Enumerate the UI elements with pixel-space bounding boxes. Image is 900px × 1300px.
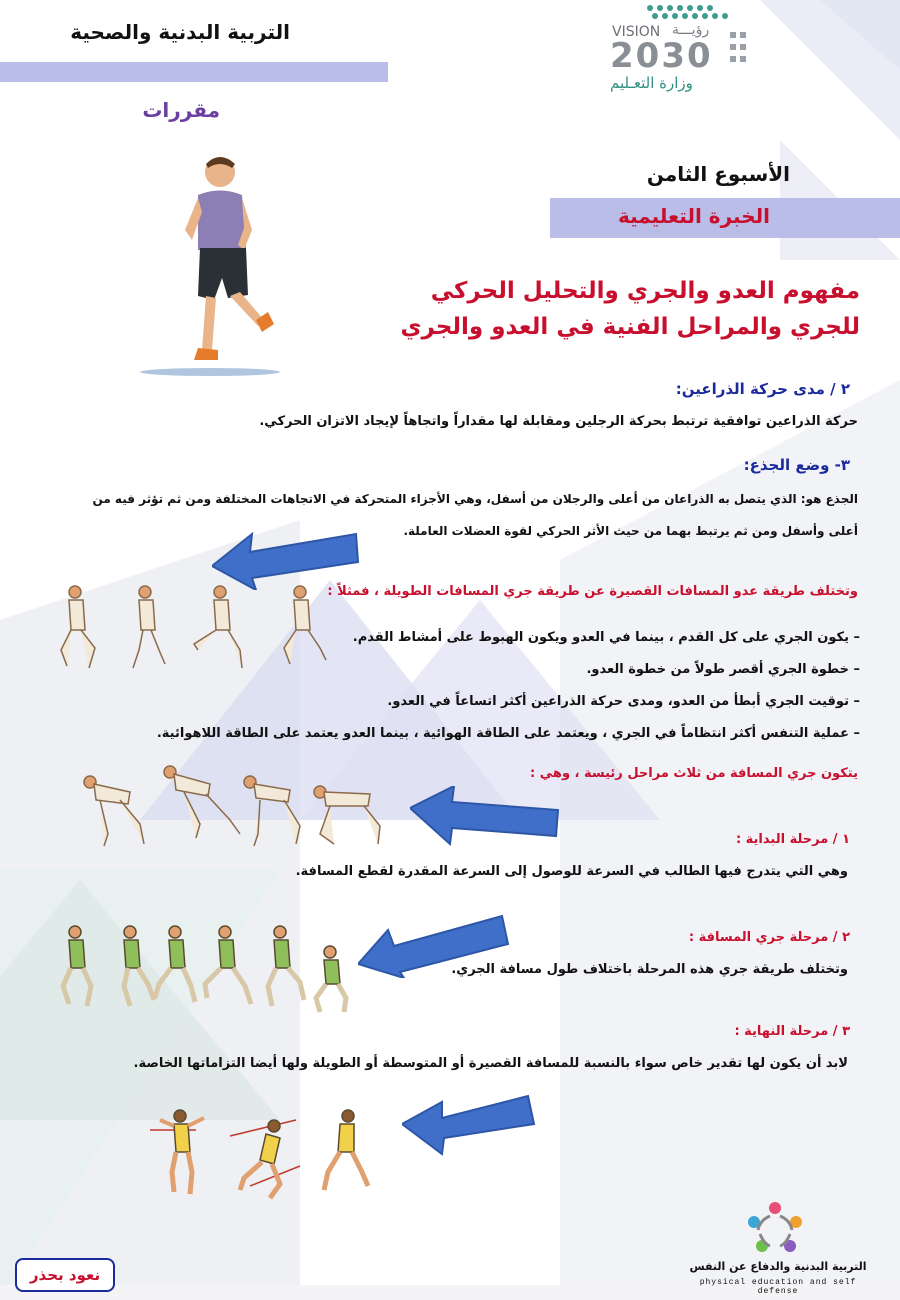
week-label: الأسبوع الثامن	[646, 162, 790, 186]
difference-item: – عملية التنفس أكثر انتظاماً في الجري ، ويعتمد على الطاقة الهوائية ، بينما العدو يعتمد على الطاقة اللاهوائية.	[156, 726, 860, 741]
difference-item: – خطوة الجري أقصر طولاً من خطوة العدو.	[586, 662, 860, 677]
pe-logo-icon	[740, 1200, 810, 1260]
vision-text: VISION	[612, 24, 661, 40]
distance-running-illustration	[45, 924, 355, 1014]
title-underline-bar	[0, 62, 388, 82]
experience-label: الخبرة التعليمية	[617, 204, 770, 228]
courses-label: مقررات	[142, 98, 220, 122]
section3-heading: ٣- وضع الجذع:	[743, 456, 850, 474]
running-sequence-illustration	[25, 584, 345, 674]
stage1-heading: ١ / مرحلة البداية :	[735, 832, 850, 847]
runner-illustration	[140, 150, 300, 380]
section2-body: حركة الذراعين توافقية ترتبط بحركة الرجلين ومقابلة لها مقداراً واتجاهاً لإيجاد الاتزان الحركي.	[259, 414, 858, 429]
lesson-title-line2: للجري والمراحل الفنية في العدو والجري	[400, 314, 860, 340]
stages-heading: يتكون جري المسافة من ثلاث مراحل رئيسة ، وهي :	[530, 766, 858, 781]
difference-item: – توقيت الجري أبطأ من العدو، ومدى حركة الذراعين أكثر اتساعاً في العدو.	[387, 694, 860, 709]
stage2-heading: ٢ / مرحلة جري المسافة :	[688, 930, 850, 945]
ministry-name: وزارة التعـليم	[610, 74, 693, 92]
ministry-logo	[600, 0, 760, 100]
stage3-body: لابد أن يكون لها تقدير خاص سواء بالنسبة للمسافة القصيرة أو المتوسطة أو الطويلة ولها أيضا التزاماتها الخاصة.	[133, 1056, 848, 1071]
arrow-left-icon	[402, 1094, 542, 1158]
vision-arabic-text: رؤيـــة	[672, 22, 710, 38]
section3-body-line1: الجذع هو: الذي يتصل به الذراعان من أعلى والرجلان من أسفل، وهي الأجزاء المتحركة في الاتجاهات المختلفة ومن ثم تؤثر فيه من	[92, 492, 858, 506]
arrow-left-icon	[212, 526, 362, 590]
difference-item-text: توقيت الجري أبطأ من العدو، ومدى حركة الذراعين أكثر اتساعاً في العدو.	[387, 694, 849, 709]
stage2-body: وتختلف طريقة جري هذه المرحلة باختلاف طول مسافة الجري.	[451, 962, 848, 977]
difference-item-text: خطوة الجري أقصر طولاً من خطوة العدو.	[586, 662, 849, 677]
differences-heading: وتختلف طريقة عدو المسافات القصيرة عن طريقة جري المسافات الطويلة ، فمثلاً :	[327, 584, 858, 599]
finish-line-illustration	[150, 1106, 390, 1206]
pe-logo-arabic: التربية البدنية والدفاع عن النفس	[689, 1260, 867, 1273]
stage1-body: وهي التي يتدرج فيها الطالب في السرعة للوصول إلى السرعة المقدرة لقطع المسافة.	[295, 864, 848, 879]
section3-body-line2: أعلى وأسفل ومن ثم يرتبط بهما من حيث الأثر الحركي لقوة العضلات العاملة.	[403, 524, 858, 538]
subject-title: التربية البدنية والصحية	[70, 20, 290, 44]
start-sequence-illustration	[70, 764, 400, 854]
difference-item-text: يكون الجري على كل القدم ، بينما في العدو ويكون الهبوط على أمشاط القدم.	[352, 630, 849, 645]
arrow-left-icon	[358, 914, 518, 978]
section2-heading: ٢ / مدى حركة الذراعين:	[675, 380, 850, 398]
difference-item-text: عملية التنفس أكثر انتظاماً في الجري ، ويعتمد على الطاقة الهوائية ، بينما العدو يعتمد على الطاقة اللاهوائية.	[156, 726, 849, 741]
brand-badge: نعود بحذر	[15, 1258, 115, 1292]
stage3-heading: ٣ / مرحلة النهاية :	[734, 1024, 850, 1039]
pe-logo-english: physical education and self defense	[699, 1278, 857, 1296]
difference-item: – يكون الجري على كل القدم ، بينما في العدو ويكون الهبوط على أمشاط القدم.	[352, 630, 860, 645]
arrow-left-icon	[410, 786, 560, 846]
vision-year: 2030	[610, 36, 713, 76]
lesson-title-line1: مفهوم العدو والجري والتحليل الحركي	[430, 278, 860, 304]
